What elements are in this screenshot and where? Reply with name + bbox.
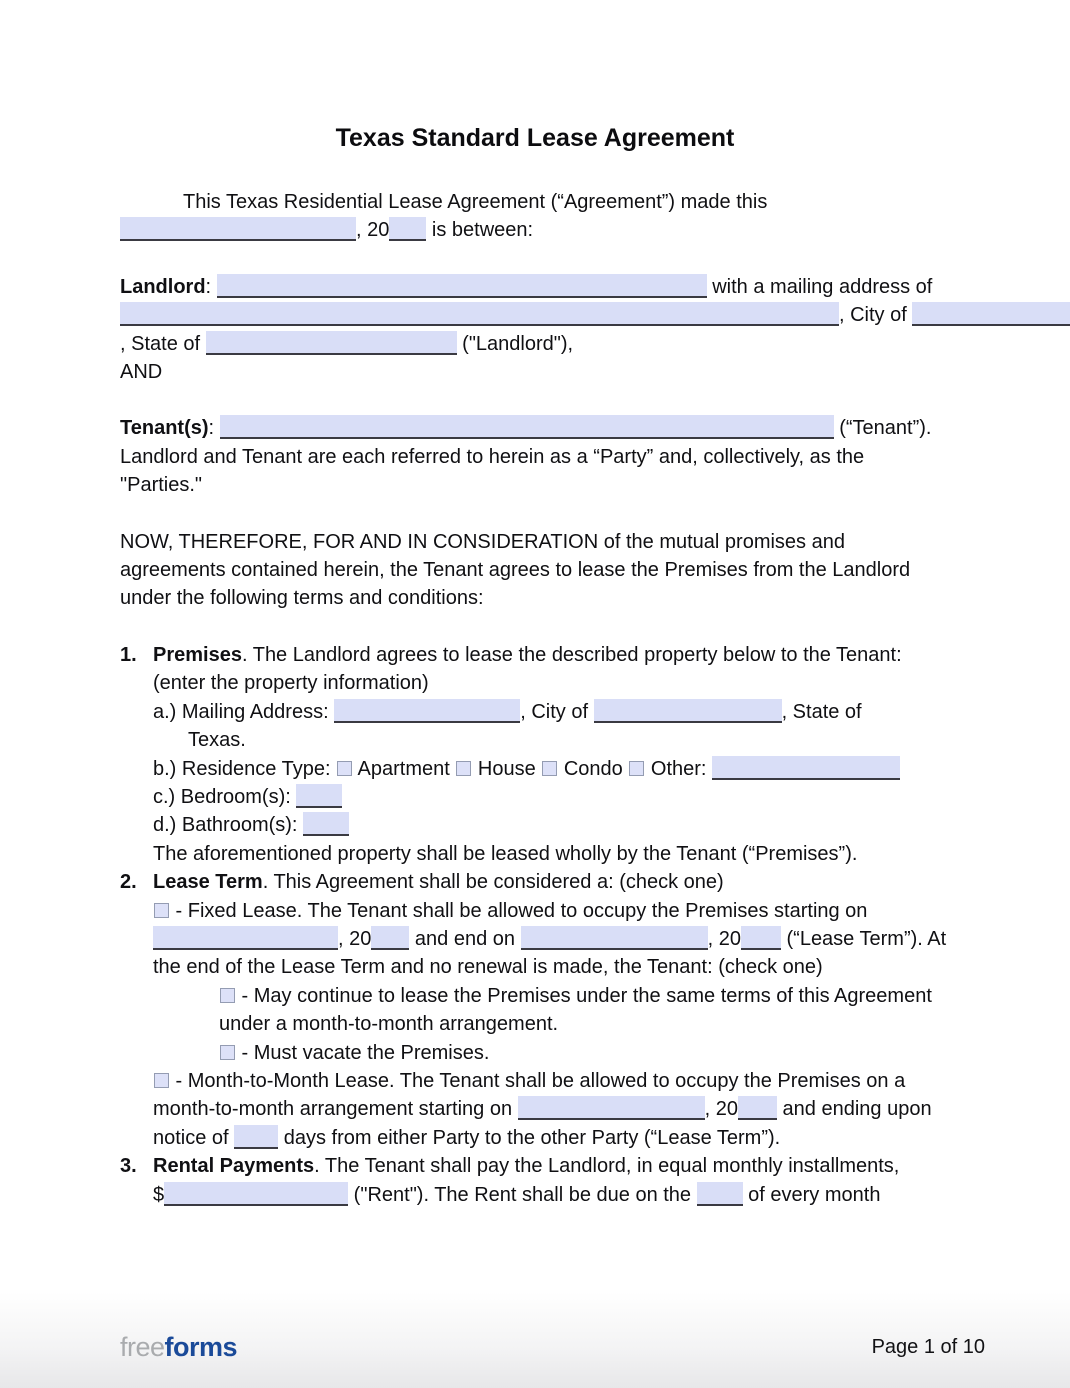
m2m-and-ending-text: and ending upon notice of <box>153 1098 932 1149</box>
terms-list <box>120 641 950 1209</box>
condo-checkbox[interactable] <box>542 761 557 776</box>
rental-intro-text: . The Tenant shall pay the Landlord, in equal monthly installments, <box>314 1155 900 1178</box>
premises-subitem-c <box>153 783 950 811</box>
premises-a-label: a.) Mailing Address: <box>153 700 335 723</box>
bedrooms-field[interactable] <box>296 784 342 808</box>
landlord-state-group <box>206 333 573 355</box>
month-to-month-lead-text: - Month-to-Month Lease. The Tenant shall be allowed to occupy the Premises on a month-to-month arrangement starting on <box>153 1069 906 1121</box>
premises-city-field[interactable] <box>594 699 782 723</box>
tenant-name-field[interactable] <box>220 415 834 439</box>
rental-label: Rental Payments <box>153 1155 315 1178</box>
premises-a-city-text: , City of <box>520 700 594 723</box>
tenant-label: Tenant(s) <box>120 417 209 440</box>
consideration-paragraph: NOW, THEREFORE, FOR AND IN CONSIDERATION of the mutual promises and agreements contained herein, the Tenant agrees to lease the Premises from the Landlord under the following terms and conditions: <box>120 530 911 610</box>
premises-label: Premises <box>153 643 242 666</box>
agreement-year-field[interactable] <box>389 217 426 241</box>
landlord-state-field[interactable] <box>206 331 457 355</box>
freeforms-logo <box>120 1333 237 1361</box>
section-lease-term <box>120 868 950 1152</box>
intro-date-group <box>120 219 426 241</box>
premises-subitem-a <box>153 698 950 755</box>
premises-subitem-b <box>153 755 950 783</box>
apartment-label: Apartment <box>353 757 456 780</box>
tenant-tail-text: (“Tenant”). Landlord and Tenant are each referred to herein as a “Party” and, collectively, as the "Parties." <box>120 417 932 497</box>
premises-item-body <box>153 641 950 868</box>
landlord-address-group <box>120 304 912 326</box>
intro-tail-text: is between: <box>426 219 534 242</box>
dollar-sign: $ <box>153 1183 165 1206</box>
fixed-start-comma-20: , 20 <box>338 927 372 950</box>
landlord-label: Landlord <box>120 275 206 298</box>
lease-term-intro-text: . This Agreement shall be considered a: (check one) <box>262 871 724 894</box>
fixed-lease-option <box>153 897 950 982</box>
intro-comma-20-text: , 20 <box>356 219 390 242</box>
landlord-city-of-text: , City of <box>839 304 913 327</box>
lease-term-item-number: 2. <box>120 871 137 894</box>
premises-item-number: 1. <box>120 643 137 666</box>
page-footer <box>0 1292 1070 1388</box>
document-title: Texas Standard Lease Agreement <box>335 124 735 152</box>
other-checkbox[interactable] <box>629 761 644 776</box>
tenant-colon: : <box>208 417 220 440</box>
lease-term-item-body <box>153 868 950 1152</box>
condo-label: Condo <box>558 757 629 780</box>
premises-closing-text: The aforementioned property shall be leased wholly by the Tenant (“Premises”). <box>153 842 858 865</box>
rental-item-number: 3. <box>120 1155 137 1178</box>
agreement-date-field[interactable] <box>120 217 356 241</box>
intro-lead-text: This Texas Residential Lease Agreement (“Agreement”) made this <box>183 191 768 213</box>
fixed-lease-checkbox[interactable] <box>154 903 169 918</box>
month-to-month-checkbox[interactable] <box>154 1073 169 1088</box>
m2m-comma-20: , 20 <box>704 1098 738 1121</box>
premises-address-field[interactable] <box>334 699 520 723</box>
premises-subitem-d <box>153 811 950 839</box>
fixed-lease-tail-text: (“Lease Term”). At the end of the Lease Term and no renewal is made, the Tenant: (check one) <box>153 927 947 979</box>
fixed-end-date-field[interactable] <box>521 926 708 950</box>
intro-paragraph <box>120 188 950 245</box>
fixed-start-year-field[interactable] <box>371 926 409 950</box>
bedrooms-label: c.) Bedroom(s): <box>153 785 297 808</box>
landlord-after-name-text: with a mailing address of <box>706 275 933 298</box>
m2m-start-group <box>518 1098 777 1120</box>
may-continue-checkbox[interactable] <box>220 988 235 1003</box>
rent-amount-field[interactable] <box>164 1182 348 1206</box>
must-vacate-checkbox[interactable] <box>220 1045 235 1060</box>
rental-item-body <box>153 1152 950 1209</box>
lease-term-label: Lease Term <box>153 871 263 894</box>
rent-amount-group <box>153 1184 348 1206</box>
fixed-end-comma-20: , 20 <box>707 927 741 950</box>
premises-address-group <box>334 701 593 723</box>
may-continue-option <box>219 982 950 1039</box>
rent-tail-text: ("Rent"). The Rent shall be due on the <box>348 1183 697 1206</box>
m2m-start-year-field[interactable] <box>738 1096 777 1120</box>
fixed-and-end-on-text: and end on <box>409 927 521 950</box>
premises-a-state-text: , State of <box>781 700 862 723</box>
landlord-tail-text: ("Landlord"), <box>456 332 574 355</box>
apartment-checkbox[interactable] <box>337 761 352 776</box>
notice-days-field[interactable] <box>234 1125 278 1149</box>
fixed-start-date-field[interactable] <box>153 926 338 950</box>
must-vacate-option <box>219 1039 950 1067</box>
premises-city-group <box>594 701 862 723</box>
other-residence-field[interactable] <box>712 756 900 780</box>
premises-intro-line <box>153 641 950 698</box>
rent-due-day-field[interactable] <box>697 1182 743 1206</box>
bathrooms-label: d.) Bathroom(s): <box>153 814 304 837</box>
landlord-city-field[interactable] <box>912 302 1070 326</box>
fixed-lease-lead-text: - Fixed Lease. The Tenant shall be allowed to occupy the Premises starting on <box>170 899 868 922</box>
other-label: Other: <box>645 757 713 780</box>
landlord-colon: : <box>205 275 217 298</box>
landlord-and-text: AND <box>120 361 163 384</box>
m2m-start-date-field[interactable] <box>518 1096 705 1120</box>
may-continue-text: - May continue to lease the Premises under the same terms of this Agreement under a month-to-month arrangement. <box>219 984 932 1036</box>
m2m-tail-text: days from either Party to the other Party (“Lease Term”). <box>278 1126 781 1149</box>
month-to-month-option <box>153 1067 950 1152</box>
premises-intro-text: . The Landlord agrees to lease the described property below to the Tenant: (enter the property information) <box>153 643 902 695</box>
landlord-address-field[interactable] <box>120 302 839 326</box>
landlord-clause <box>120 273 950 358</box>
fixed-end-year-field[interactable] <box>741 926 781 950</box>
premises-a-texas-text: Texas. <box>188 729 246 752</box>
landlord-name-field[interactable] <box>217 274 707 298</box>
house-label: House <box>472 757 542 780</box>
must-vacate-text: - Must vacate the Premises. <box>236 1041 490 1064</box>
lease-term-intro-line <box>153 868 950 896</box>
premises-b-label: b.) Residence Type: <box>153 757 337 780</box>
rental-clause <box>153 1152 950 1209</box>
rental-tail-text: of every month <box>742 1183 881 1206</box>
logo-free-text: free <box>120 1331 165 1362</box>
fixed-end-group <box>521 928 781 950</box>
landlord-state-of-text: , State of <box>120 332 206 355</box>
fixed-start-group <box>153 928 409 950</box>
logo-forms-text: forms <box>164 1331 238 1362</box>
bathrooms-field[interactable] <box>303 812 349 836</box>
tenant-clause <box>120 414 950 499</box>
house-checkbox[interactable] <box>456 761 471 776</box>
section-premises <box>120 641 950 868</box>
section-rental-payments <box>120 1152 950 1209</box>
page-indicator: Page 1 of 10 <box>871 1335 985 1358</box>
